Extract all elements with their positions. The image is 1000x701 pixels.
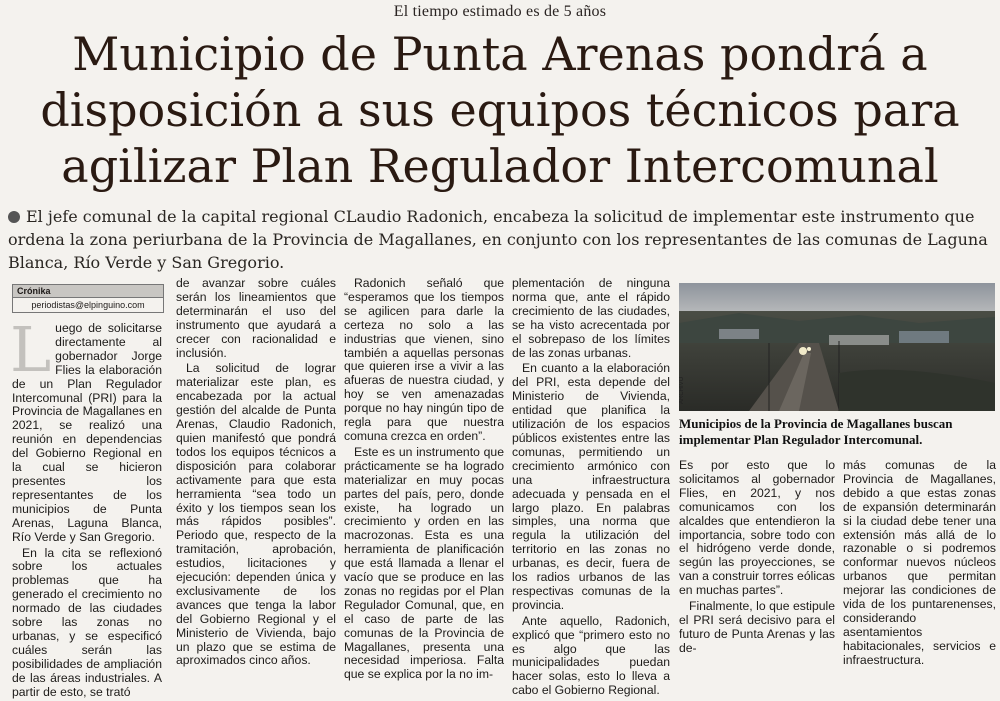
paragraph: En la cita se reflexionó sobre los actuales problemas que ha generado el crecimiento no normado de las ciudades sobre las zonas no urbanas, y se especificó cuáles serán las posibilidades de ampliación de las áreas industriales. A partir de esto, se trató (12, 545, 162, 699)
article-photo (679, 283, 995, 411)
headline-line: disposición a sus equipos técnicos para (40, 83, 960, 137)
byline-email: periodistas@elpinguino.com (31, 300, 145, 310)
headline-line: agilizar Plan Regulador Intercomunal (61, 139, 939, 193)
headline-line: Municipio de Punta Arenas pondrá a (72, 27, 928, 81)
drop-cap: L (10, 313, 52, 386)
article-column-3 (344, 277, 504, 684)
paragraph-text: uego de solicitarse directamente al gobernador Jorge Flies la elaboración de un Plan Regulador Intercomunal (PRI) para la Provincia de Magallanes en 2021, se realizó una reunión en dependencias del Gobierno Regional en la cual se hicieron presentes los representantes de los municipios de Punta Arenas, Laguna Blanca, Río Verde y San Gregorio. (12, 321, 162, 544)
photo-illustration (679, 283, 995, 411)
paragraph: Finalmente, lo que estipule el PRI será decisivo para el futuro de Punta Arenas y las de- (679, 599, 835, 655)
paragraph: Este es un instrumento que prácticamente se ha logrado materializar en muy pocas partes del país, pero, donde existe, ha logrado un crecimiento y orden en las macrozonas. Esta es una herramienta de planificación que está llamada a llenar el vacío que se produce en las zonas no regidas por el Plan Regulador Comunal, que, en el caso de parte de las comunas de la Provincia de Magallanes, presenta una necesidad imperiosa. Falta que se explica por la no im- (344, 444, 504, 682)
paragraph: de avanzar sobre cuáles serán los lineamientos que determinarán el uso del instrumento que ayudará a crecer con racionalidad e inclusión. (176, 276, 336, 360)
paragraph: Es por esto que lo solicitamos al gobernador Flies, en 2021, y nos comunicamos con los alcaldes que entendieron la importancia, sobre todo con el hidrógeno verde donde, según las proyecciones, se van a construir torres eólicas en muchas partes”. (679, 458, 835, 598)
paragraph: más comunas de la Provincia de Magallanes, debido a que estas zonas de expansión determinarán si la ciudad debe tener una extensión más allá de lo razonable o si podremos conformar nuevos núcleos urbanos que permitan mejorar las condiciones de vida de los puntarenenses, considerando asentamientos habitacionales, servicios e infraestructura. (843, 458, 996, 667)
lead-text: El jefe comunal de la capital regional CLaudio Radonich, encabeza la solicitud de implementar este instrumento que ordena la zona periurbana de la Provincia de Magallanes, en conjunto con los representantes de las comunas de Laguna Blanca, Río Verde y San Gregorio. (8, 207, 988, 272)
paragraph (10, 313, 162, 545)
bullet-icon (8, 211, 20, 223)
article-column-4 (512, 277, 670, 700)
paragraph: En cuanto a la elaboración del PRI, esta depende del Ministerio de Vivienda, entidad que planifica la utilización de los espacios públicos existentes entre las comunas, permitiendo un crecimiento armónico con una infraestructura adecuada y pensada en el largo plazo. En palabras simples, una norma que regula la utilización del territorio en las zonas no urbanas, es decir, fuera de los radios urbanos de las respectivas comunas de la provincia. (512, 361, 670, 612)
paragraph: plementación de ninguna norma que, ante el rápido crecimiento de las ciudades, se ha visto acrecentada por el sobrepaso de los límites de las zonas urbanas. (512, 276, 670, 360)
byline-box (12, 284, 164, 313)
byline-section: Crónika (13, 285, 163, 298)
photo-caption: Municipios de la Provincia de Magallanes buscan implementar Plan Regulador Intercomunal. (679, 416, 953, 447)
lead-paragraph (8, 205, 996, 274)
headline (0, 26, 1000, 194)
paragraph: La solicitud de lograr materializar este plan, es encabezada por la actual gestión del alcalde de Punta Arenas, Claudio Radonich, quien manifestó que pondrá todos los equipos técnicos a disposición para colaborar activamente para que esta herramienta “sea todo un éxito y los tiempos sean los más rápidos posibles”. Periodo que, respecto de la tramitación, aprobación, estudios, licitaciones y ejecución: dependen única y exclusivamente de los avances que tenga la labor del Gobierno Regional y el Ministerio de Vivienda, bajo un plazo que se estima de aproximados cinco años. (176, 361, 336, 668)
article-column-1 (10, 313, 162, 701)
paragraph: Radonich señaló que “esperamos que los tiempos se agilicen para darle la certeza no solo a las industrias que vienen, sino también a aquellas personas que quieren irse a vivir a las afueras de nuestra ciudad, y hoy se ven amenazadas porque no hay ningún tipo de regla para que nuestra comuna crezca en orden”. (344, 276, 504, 443)
kicker: El tiempo estimado es de 5 años (393, 3, 607, 20)
article-column-2 (176, 277, 336, 670)
article-column-6 (843, 459, 996, 670)
article-column-5 (679, 459, 835, 658)
paragraph: Ante aquello, Radonich, explicó que “primero esto no es algo que las municipalidades puedan hacer solas, esto lo lleva a cabo el Gobierno Regional. (512, 613, 670, 698)
photo-credit: ARCHIVO (679, 376, 685, 404)
